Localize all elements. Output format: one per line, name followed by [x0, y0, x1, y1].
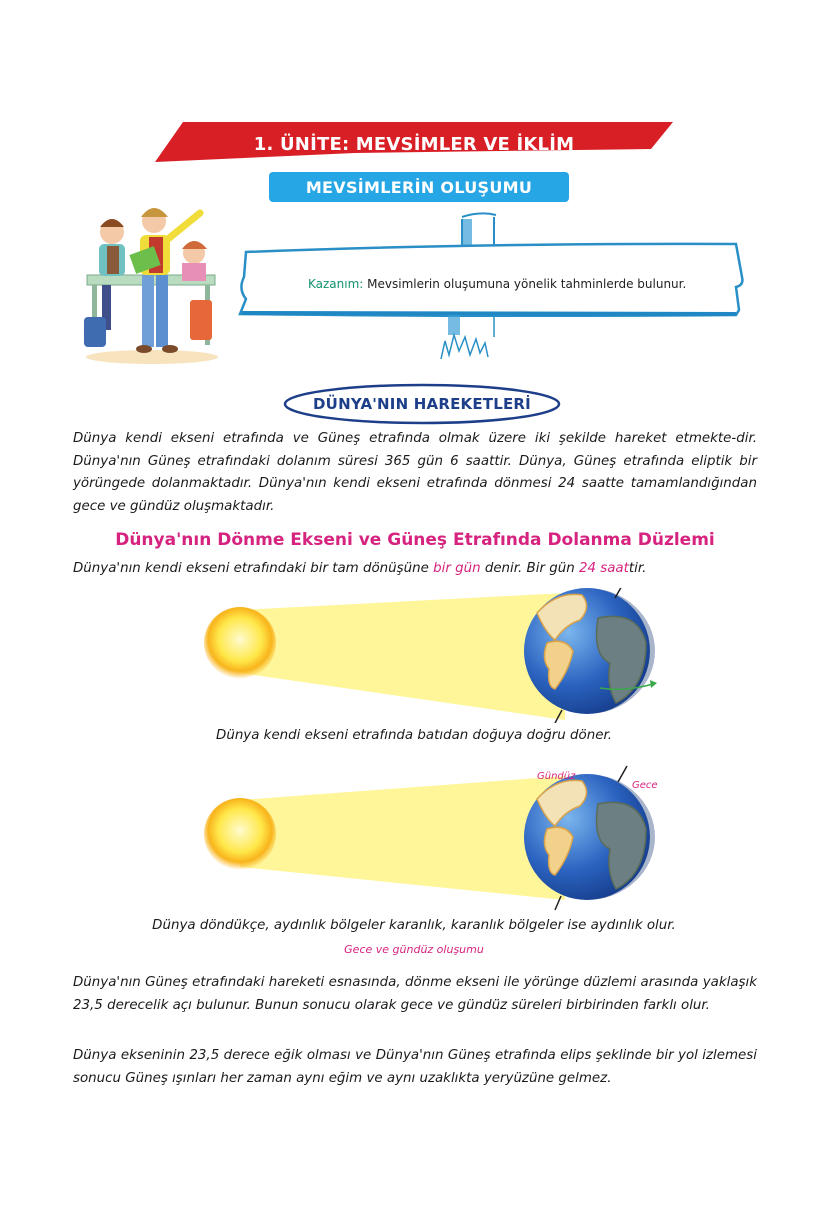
sun-rays-paragraph: Dünya ekseninin 23,5 derece eğik olması ve Dünya'nın Güneş etrafında elips şeklinde bir yol izlemesi sonucu Güneş ışınları her zaman aynı eğim ve aynı uzaklıkta yeryüzüne gelmez. — [73, 1048, 757, 1086]
sentence-part-1: Dünya'nın kendi ekseni etrafındaki bir tam dönüşüne — [73, 561, 434, 576]
axial-tilt-paragraph: Dünya'nın Güneş etrafındaki hareketi esnasında, dönme ekseni ile yörünge düzlemi arasında yaklaşık 23,5 derecelik açı bulunur. Bunun sonucu olarak gece ve gündüz süreleri birbirinden farklı olur. — [73, 975, 757, 1013]
light-beam — [240, 593, 565, 720]
night-label: Gece — [632, 780, 658, 791]
sun-icon — [204, 798, 276, 870]
section-heading-pill — [282, 382, 562, 426]
students-illustration — [82, 205, 222, 365]
sentence-part-2: denir. Bir gün — [480, 561, 579, 576]
day-night-figure — [195, 762, 675, 912]
highlight-bir-gun: bir gün — [433, 561, 481, 576]
sun-icon — [204, 607, 276, 679]
day-label: Gündüz — [537, 771, 576, 782]
intro-paragraph: Dünya kendi ekseni etrafında ve Güneş etrafında olmak üzere iki şekilde hareket etmekte-dir. Dünya'nın Güneş etrafındaki dolanım süresi 365 gün 6 saattir. Dünya, Güneş etrafında eliptik bir yörüngede dolanmaktadır. Dünya'nın kendi ekseni etrafında dönmesi 24 saatte tamamlandığından gece ve gündüz oluşmaktadır. — [73, 431, 757, 514]
day-definition-sentence — [73, 558, 757, 581]
section-title: DÜNYA'NIN HAREKETLERİ — [313, 395, 531, 413]
figure1-caption: Dünya kendi ekseni etrafında batıdan doğuya doğru döner. — [216, 728, 612, 743]
figure2-caption: Dünya döndükçe, aydınlık bölgeler karanlık, karanlık bölgeler ise aydınlık olur. — [152, 918, 676, 933]
light-beam — [240, 776, 565, 900]
objective-signboard — [236, 207, 751, 367]
unit-banner — [155, 122, 673, 162]
objective-label: Kazanım: — [308, 277, 364, 291]
earth-rotation-figure — [195, 588, 675, 723]
subsection-title: Dünya'nın Dönme Ekseni ve Güneş Etrafında Dolanma Düzlemi — [115, 530, 715, 550]
sentence-part-3: tir. — [628, 561, 647, 576]
highlight-24-saat: 24 saat — [578, 561, 629, 576]
objective-description: Mevsimlerin oluşumuna yönelik tahminlerde bulunur. — [363, 277, 687, 291]
objective-text — [308, 277, 728, 291]
figure2-subcaption: Gece ve gündüz oluşumu — [344, 943, 484, 956]
unit-title: 1. ÜNİTE: MEVSİMLER VE İKLİM — [253, 133, 575, 155]
topic-title: MEVSİMLERİN OLUŞUMU — [269, 172, 569, 202]
